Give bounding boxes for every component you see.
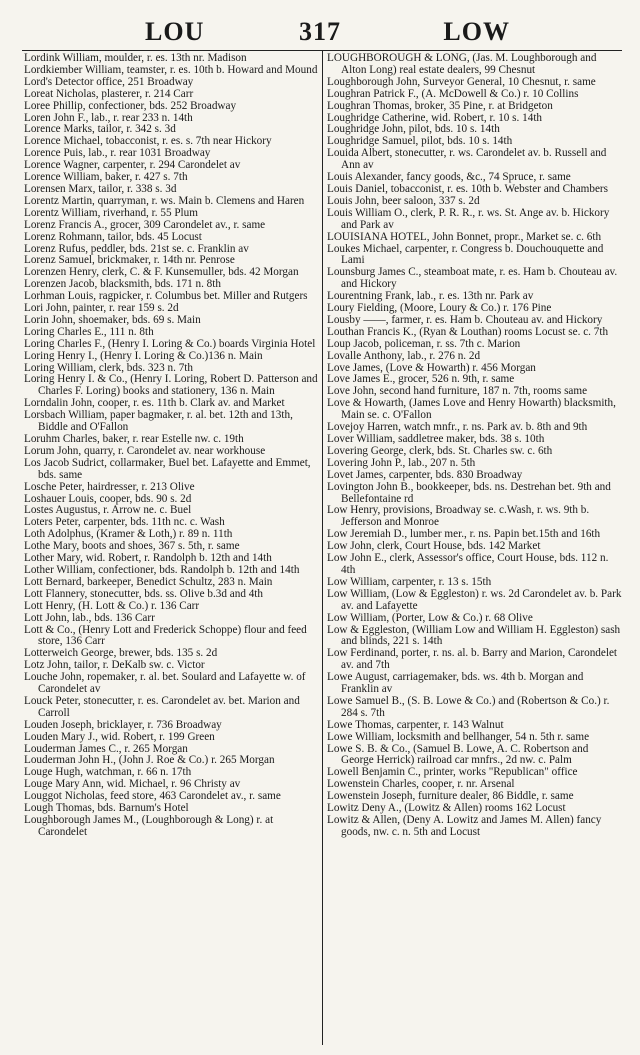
directory-entry: Loughborough James M., (Loughborough & Long) r. at Carondelet	[24, 814, 274, 838]
directory-entry: Louderman John H., (John J. Roe & Co.) r. 265 Morgan	[24, 754, 275, 767]
directory-entry: Loruhm Charles, baker, r. rear Estelle nw. c. 19th	[24, 433, 244, 445]
directory-entry: Louis Daniel, tobacconist, r. es. 10th b. Webster and Chambers	[327, 182, 609, 195]
directory-entry: Lorenzen Jacob, blacksmith, bds. 171 n. 8th	[24, 278, 221, 291]
directory-entry: Lori John, painter, r. rear 159 s. 2d	[24, 302, 179, 315]
directory-entry: Loters Peter, carpenter, bds. 11th nc. c. Wash	[24, 516, 225, 529]
directory-entry: Loshauer Louis, cooper, bds. 90 s. 2d	[24, 492, 192, 505]
directory-entry: Lorenz Samuel, brickmaker, r. 14th nr. Penrose	[24, 254, 235, 267]
directory-entry: Loring Charles E., 111 n. 8th	[24, 325, 154, 338]
directory-entry: Lordkiember William, teamster, r. es. 10th b. Howard and Mound	[24, 63, 318, 76]
directory-entry: Lott Bernard, barkeeper, Benedict Schultz, 283 n. Main	[24, 575, 273, 588]
directory-entry: Loring William, clerk, bds. 323 n. 7th	[24, 361, 193, 374]
directory-entry: Lother Mary, wid. Robert, r. Randolph b. 12th and 14th	[24, 552, 272, 565]
directory-entry: Lotz John, tailor, r. DeKalb sw. c. Victor	[24, 659, 205, 672]
directory-entry: Loup Jacob, policeman, r. ss. 7th c. Marion	[327, 337, 521, 350]
directory-entry: Love & Howarth, (James Love and Henry Howarth) blacksmith, Main se. c. O'Fallon	[327, 397, 616, 422]
directory-entry: Lover William, saddletree maker, bds. 38 s. 10th	[327, 433, 545, 445]
directory-entry: Loughridge Catherine, wid. Robert, r. 10 s. 14th	[327, 111, 543, 124]
directory-entry: Low William, (Porter, Low & Co.) r. 68 Olive	[327, 611, 533, 624]
directory-entry: Loring Charles F., (Henry I. Loring & Co.) boards Virginia Hotel	[24, 337, 316, 350]
directory-entry: Lother William, confectioner, bds. Randolph b. 12th and 14th	[24, 563, 300, 576]
directory-entry: Loth Adolphus, (Kramer & Loth,) r. 89 n. 11th	[24, 528, 233, 541]
left-column	[24, 53, 320, 839]
directory-entry: Lorence Marks, tailor, r. 342 s. 3d	[24, 123, 176, 136]
column-divider	[322, 50, 323, 1045]
directory-entry: LOUISIANA HOTEL, John Bonnet, propr., Market se. c. 6th	[327, 230, 602, 243]
directory-entry: Lounsburg James C., steamboat mate, r. es. Ham b. Chouteau av. and Hickory	[327, 266, 618, 291]
directory-entry: Louthan Francis K., (Ryan & Louthan) rooms Locust se. c. 7th	[327, 325, 609, 338]
directory-entry: Loury Fielding, (Moore, Loury & Co.) r. 176 Pine	[327, 302, 552, 315]
directory-entry: Louge Hugh, watchman, r. 66 n. 17th	[24, 766, 192, 779]
directory-entry: Lott John, lab., bds. 136 Carr	[24, 611, 155, 624]
directory-entry: Louden Joseph, bricklayer, r. 736 Broadway	[24, 718, 222, 731]
directory-entry: Lovering John P., lab., 207 n. 5th	[327, 456, 476, 469]
directory-entry: Lorenz Francis A., grocer, 309 Carondelet av., r. same	[24, 218, 266, 231]
directory-entry: Loren John F., lab., r. rear 233 n. 14th	[24, 111, 193, 124]
directory-entry: Love John, second hand furniture, 187 n. 7th, rooms same	[327, 385, 588, 398]
directory-entry: Louderman James C., r. 265 Morgan	[24, 742, 188, 755]
directory-entry: Lorenz Rufus, peddler, bds. 21st se. c. Franklin av	[24, 242, 249, 255]
directory-entry: LOUGHBOROUGH & LONG, (Jas. M. Loughborough and Alton Long) real estate dealers, 99 Chesnut	[327, 52, 597, 76]
directory-entry: Lowe S. B. & Co., (Samuel B. Lowe, A. C. Robertson and George Herrick) railroad car mnfrs., 2d nw. c. Palm	[327, 742, 589, 767]
directory-entry: Loughridge John, pilot, bds. 10 s. 14th	[327, 123, 500, 136]
directory-entry: Louis William O., clerk, P. R. R., r. ws. St. Ange av. b. Hickory and Park av	[327, 206, 610, 231]
directory-entry: Low John, clerk, Court House, bds. 142 Market	[327, 540, 541, 553]
directory-entry: Lowitz & Allen, (Deny A. Lowitz and James M. Allen) fancy goods, nw. c. n. 5th and Locust	[327, 814, 602, 838]
directory-entry: Low John E., clerk, Assessor's office, Court House, bds. 112 n. 4th	[327, 552, 609, 576]
directory-entry: Lorenz Rohmann, tailor, bds. 45 Locust	[24, 230, 202, 243]
directory-entry: Low & Eggleston, (William Low and William H. Eggleston) sash and blinds, 221 s. 14th	[327, 623, 621, 648]
directory-entry: Louis John, beer saloon, 337 s. 2d	[327, 194, 480, 207]
directory-entry: Low Jeremiah D., lumber mer., r. ns. Papin bet.15th and 16th	[327, 528, 601, 541]
directory-entry: Loughborough John, Surveyor General, 10 Chesnut, r. same	[327, 75, 596, 88]
directory-entry: Lousby ——, farmer, r. es. Ham b. Chouteau av. and Hickory	[327, 313, 603, 326]
directory-entry: Low Ferdinand, porter, r. ns. al. b. Barry and Marion, Carondelet av. and 7th	[327, 647, 618, 672]
directory-entry: Louggot Nicholas, feed store, 463 Carondelet av., r. same	[24, 790, 281, 803]
directory-entry: Louck Peter, stonecutter, r. es. Carondelet av. bet. Marion and Carroll	[24, 694, 300, 719]
directory-entry: Lott & Co., (Henry Lott and Frederick Schoppe) flour and feed store, 136 Carr	[24, 623, 307, 648]
directory-entry: Lovet James, carpenter, bds. 830 Broadway	[327, 468, 523, 481]
directory-entry: Lothe Mary, boots and shoes, 367 s. 5th, r. same	[24, 540, 240, 553]
directory-entry: Lorence Puis, lab., r. rear 1031 Broadway	[24, 147, 211, 160]
right-column	[327, 53, 623, 839]
directory-entry: Lowe August, carriagemaker, bds. ws. 4th b. Morgan and Franklin av	[327, 671, 584, 696]
directory-entry: Lorensen Marx, tailor, r. 338 s. 3d	[24, 182, 177, 195]
directory-entry: Loughran Patrick F., (A. McDowell & Co.) r. 10 Collins	[327, 87, 579, 100]
directory-entry: Lovington John B., bookkeeper, bds. ns. Destrehan bet. 9th and Bellefontaine rd	[327, 480, 611, 505]
directory-entry: Lourentning Frank, lab., r. es. 13th nr. Park av	[327, 290, 534, 303]
directory-entry: Lorsbach William, paper bagmaker, r. al. bet. 12th and 13th, Biddle and O'Fallon	[24, 409, 293, 434]
directory-entry: Lovalle Anthony, lab., r. 276 n. 2d	[327, 349, 481, 362]
directory-entry: Lott Flannery, stonecutter, bds. ss. Olive b.3d and 4th	[24, 587, 264, 600]
page-header	[0, 12, 640, 52]
directory-entry: Lostes Augustus, r. Arrow ne. c. Buel	[24, 504, 192, 517]
directory-entry: Los Jacob Sudrict, collarmaker, Buel bet. Lafayette and Emmet, bds. same	[24, 456, 311, 481]
directory-entry: Lorenzen Henry, clerk, C. & F. Kunsemuller, bds. 42 Morgan	[24, 266, 299, 279]
directory-entry: Loree Phillip, confectioner, bds. 252 Broadway	[24, 99, 237, 112]
directory-entry: Lough Thomas, bds. Barnum's Hotel	[24, 802, 189, 815]
directory-entry: Lorum John, quarry, r. Carondelet av. near workhouse	[24, 444, 266, 457]
directory-entry: Lorence William, baker, r. 427 s. 7th	[24, 171, 188, 184]
directory-entry: Lowenstein Joseph, furniture dealer, 86 Biddle, r. same	[327, 790, 574, 803]
directory-entry: Lorence Michael, tobacconist, r. es. s. 7th near Hickory	[24, 135, 272, 148]
directory-entry: Lorhman Louis, ragpicker, r. Columbus bet. Miller and Rutgers	[24, 290, 308, 303]
directory-entry: Lowe Thomas, carpenter, r. 143 Walnut	[327, 718, 504, 731]
directory-entry: Lorentz William, riverhand, r. 55 Plum	[24, 206, 198, 219]
page-number: 317	[299, 17, 341, 46]
directory-entry: Lowenstein Charles, cooper, r. nr. Arsenal	[327, 778, 515, 791]
directory-entry: Lorence Wagner, carpenter, r. 294 Carondelet av	[24, 159, 241, 172]
directory-entry: Lovering George, clerk, bds. St. Charles sw. c. 6th	[327, 444, 553, 457]
directory-entry: Lord's Detector office, 251 Broadway	[24, 75, 194, 88]
directory-entry: Lowe William, locksmith and bellhanger, 54 n. 5th r. same	[327, 730, 590, 743]
directory-entry: Low William, carpenter, r. 13 s. 15th	[327, 575, 492, 588]
directory-entry: Lorin John, shoemaker, bds. 69 s. Main	[24, 313, 201, 326]
directory-entry: Low William, (Low & Eggleston) r. ws. 2d Carondelet av. b. Park av. and Lafayette	[327, 587, 622, 612]
directory-entry: Love James, (Love & Howarth) r. 456 Morgan	[327, 361, 536, 374]
directory-entry: Lotterweich George, brewer, bds. 135 s. 2d	[24, 647, 218, 660]
directory-entry: Lowe Samuel B., (S. B. Lowe & Co.) and (Robertson & Co.) r. 284 s. 7th	[327, 694, 610, 719]
directory-entry: Loughran Thomas, broker, 35 Pine, r. at Bridgeton	[327, 99, 553, 112]
directory-entry: Louge Mary Ann, wid. Michael, r. 96 Christy av	[24, 778, 241, 791]
directory-entry: Loreat Nicholas, plasterer, r. 214 Carr	[24, 87, 194, 100]
directory-entry: Louden Mary J., wid. Robert, r. 199 Green	[24, 730, 215, 743]
directory-entry: Lowitz Deny A., (Lowitz & Allen) rooms 162 Locust	[327, 802, 566, 815]
directory-entry: Love James E., grocer, 526 n. 9th, r. same	[327, 373, 515, 386]
directory-entry: Lordink William, moulder, r. es. 13th nr. Madison	[24, 52, 247, 64]
header-left-guide-word: LOU	[145, 17, 205, 46]
directory-entry: Louis Alexander, fancy goods, &c., 74 Spruce, r. same	[327, 171, 571, 184]
directory-entry: Loukes Michael, carpenter, r. Congress b. Douchouquette and Lami	[327, 242, 604, 267]
directory-entry: Loring Henry I. & Co., (Henry I. Loring, Robert D. Patterson and Charles F. Loring) books and stationery, 136 n. Main	[24, 373, 318, 398]
header-right-guide-word: LOW	[443, 17, 510, 46]
directory-entry: Lorentz Martin, quarryman, r. ws. Main b. Clemens and Haren	[24, 194, 305, 207]
directory-entry: Losche Peter, hairdresser, r. 213 Olive	[24, 480, 195, 493]
directory-entry: Louida Albert, stonecutter, r. ws. Carondelet av. b. Russell and Ann av	[327, 147, 607, 172]
directory-entry: Loring Henry I., (Henry I. Loring & Co.)136 n. Main	[24, 349, 263, 362]
directory-entry: Lorndalin John, cooper, r. es. 11th b. Clark av. and Market	[24, 397, 285, 410]
directory-entry: Louche John, ropemaker, r. al. bet. Soulard and Lafayette w. of Carondelet av	[24, 671, 306, 696]
directory-entry: Lott Henry, (H. Lott & Co.) r. 136 Carr	[24, 599, 200, 612]
directory-entry: Low Henry, provisions, Broadway se. c.Wash, r. ws. 9th b. Jefferson and Monroe	[327, 504, 590, 529]
directory-entry: Loughridge Samuel, pilot, bds. 10 s. 14th	[327, 135, 513, 148]
directory-entry: Lovejoy Harren, watch mnfr., r. ns. Park av. b. 8th and 9th	[327, 421, 588, 434]
directory-entry: Lowell Benjamin C., printer, works "Republican" office	[327, 766, 578, 779]
